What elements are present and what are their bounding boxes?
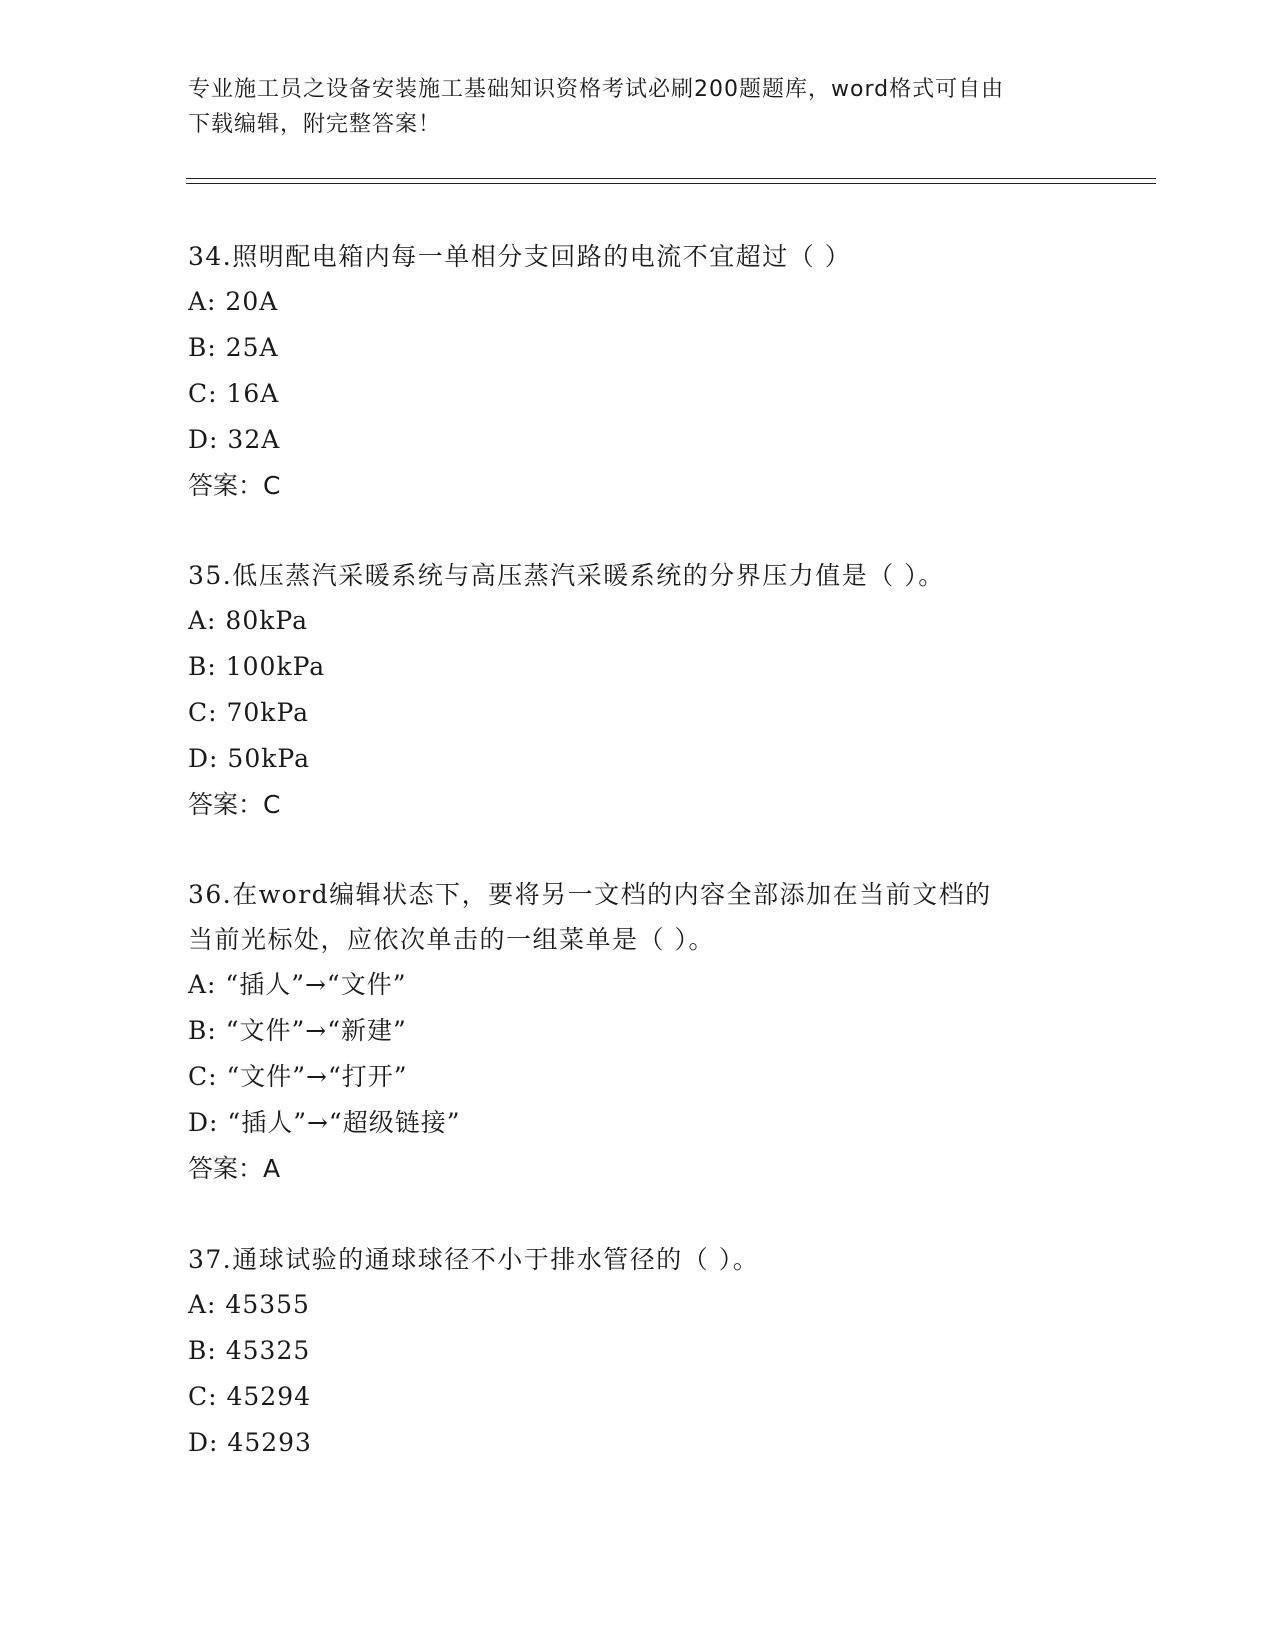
header-line-1: 专业施工员之设备安装施工基础知识资格考试必刷200题题库，word格式可自由	[188, 77, 1005, 102]
option-c: C: 70kPa	[188, 698, 310, 727]
answer-line: 答案：C	[188, 790, 281, 819]
question-stem: 34.照明配电箱内每一单相分支回路的电流不宜超过（ ）	[188, 242, 852, 271]
header-divider-bottom	[186, 183, 1156, 184]
option-a: A: 80kPa	[188, 606, 308, 635]
question-stem-line-2: 当前光标处，应依次单击的一组菜单是（ ）。	[188, 925, 715, 954]
option-d: D: 45293	[188, 1428, 312, 1457]
option-a: A: “插人”→“文件”	[188, 970, 407, 999]
question-stem: 35.低压蒸汽采暖系统与高压蒸汽采暖系统的分界压力值是（ ）。	[188, 561, 945, 590]
question-stem: 37.通球试验的通球球径不小于排水管径的（ ）。	[188, 1245, 760, 1274]
answer-line: 答案：C	[188, 471, 281, 500]
option-b: B: 100kPa	[188, 652, 326, 681]
question-stem-line-1: 36.在word编辑状态下，要将另一文档的内容全部添加在当前文档的	[188, 880, 992, 909]
question-34	[188, 234, 1088, 509]
option-d: D: “插人”→“超级链接”	[188, 1108, 461, 1137]
option-b: B: 45325	[188, 1336, 311, 1365]
question-37	[188, 1237, 1088, 1466]
question-36	[188, 872, 1088, 1192]
option-d: D: 32A	[188, 425, 281, 454]
option-b: B: “文件”→“新建”	[188, 1016, 407, 1045]
header-line-2: 下载编辑，附完整答案！	[188, 112, 442, 137]
option-c: C: 45294	[188, 1382, 312, 1411]
option-c: C: 16A	[188, 379, 280, 408]
option-c: C: “文件”→“打开”	[188, 1062, 408, 1091]
header-divider-top	[186, 178, 1156, 179]
document-header	[188, 72, 1078, 142]
option-d: D: 50kPa	[188, 744, 310, 773]
answer-line: 答案：A	[188, 1154, 281, 1183]
option-a: A: 20A	[188, 287, 279, 316]
option-b: B: 25A	[188, 333, 279, 362]
question-35	[188, 553, 1088, 828]
option-a: A: 45355	[188, 1290, 310, 1319]
